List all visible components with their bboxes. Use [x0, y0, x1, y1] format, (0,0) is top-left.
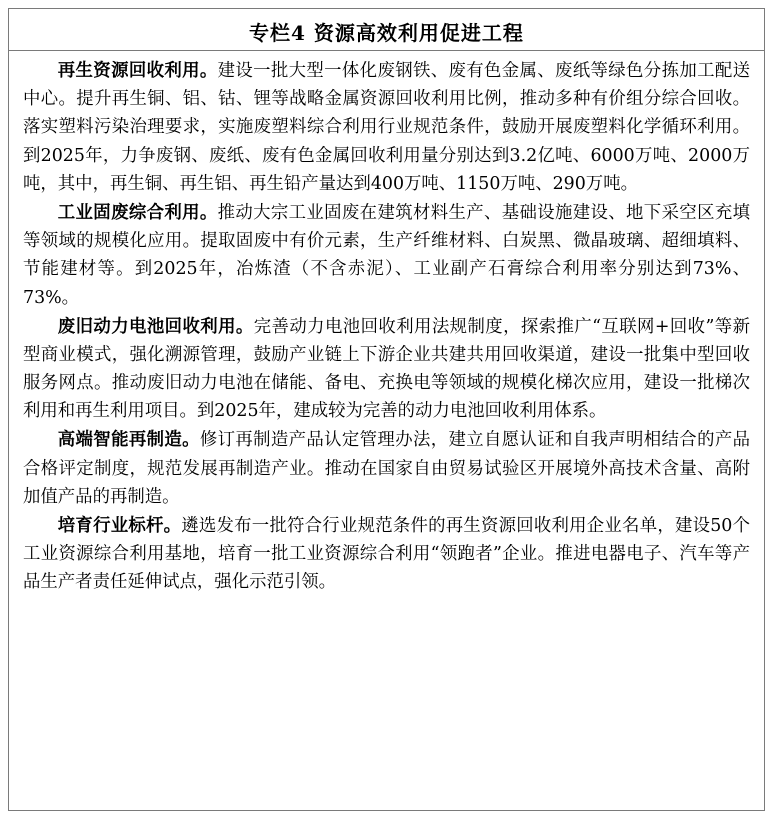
- paragraph-lead: 废旧动力电池回收利用。: [57, 316, 254, 337]
- paragraph-lead: 培育行业标杆。: [57, 516, 182, 536]
- paragraph: [23, 199, 750, 312]
- paragraph-text: 建设一批大型一体化废钢铁、废有色金属、废纸等绿色分拣加工配送中心。提升再生铜、铝、钴、锂等战略金属资源回收利用比例，推动多种有价组分综合回收。落实塑料污染治理要求，实施废塑料综合利用行业规范条件，鼓励开展废塑料化学循环利用。到2025年，力争废钢、废纸、废有色金属回收利用量分别达到3.2亿吨、6000万吨、2000万吨，其中，再生铜、再生铝、再生铅产量达到400万吨、1150万吨、290万吨。: [23, 61, 750, 194]
- paragraph: [23, 313, 750, 426]
- paragraph-lead: 再生资源回收利用。: [57, 61, 218, 81]
- paragraph-text: 完善动力电池回收利用法规制度，探索推广“互联网+回收”等新型商业模式，强化溯源管理，鼓励产业链上下游企业共建共用回收渠道，建设一批集中型回收服务网点。推动废旧动力电池在储能、备电、充换电等领域的规模化梯次应用，建设一批梯次利用和再生利用项目。到2025年，建成较为完善的动力电池回收利用体系。: [23, 316, 750, 422]
- paragraph-text: 遴选发布一批符合行业规范条件的再生资源回收利用企业名单，建设50个工业资源综合利用基地，培育一批工业资源综合利用“领跑者”企业。推进电器电子、汽车等产品生产者责任延伸试点，强化示范引领。: [23, 516, 750, 593]
- paragraph-text: 推动大宗工业固废在建筑材料生产、基础设施建设、地下采空区充填等领域的规模化应用。提取固废中有价元素，生产纤维材料、白炭黑、微晶玻璃、超细填料、节能建材等。到2025年，冶炼渣（不含赤泥）、工业副产石膏综合利用率分别达到73%、73%。: [23, 202, 750, 308]
- box-title: 专栏4 资源高效利用促进工程: [249, 21, 524, 45]
- paragraph-lead: 高端智能再制造。: [57, 430, 200, 451]
- box-content: [9, 51, 764, 597]
- paragraph-lead: 工业固废综合利用。: [57, 202, 218, 223]
- paragraph-text: 修订再制造产品认定管理办法，建立自愿认证和自我声明相结合的产品合格评定制度，规范发展再制造产业。推动在国家自由贸易试验区开展境外高技术含量、高附加值产品的再制造。: [23, 430, 750, 507]
- paragraph: [23, 426, 750, 511]
- paragraph: [23, 57, 750, 198]
- callout-box: [8, 8, 765, 811]
- paragraph: [23, 512, 750, 597]
